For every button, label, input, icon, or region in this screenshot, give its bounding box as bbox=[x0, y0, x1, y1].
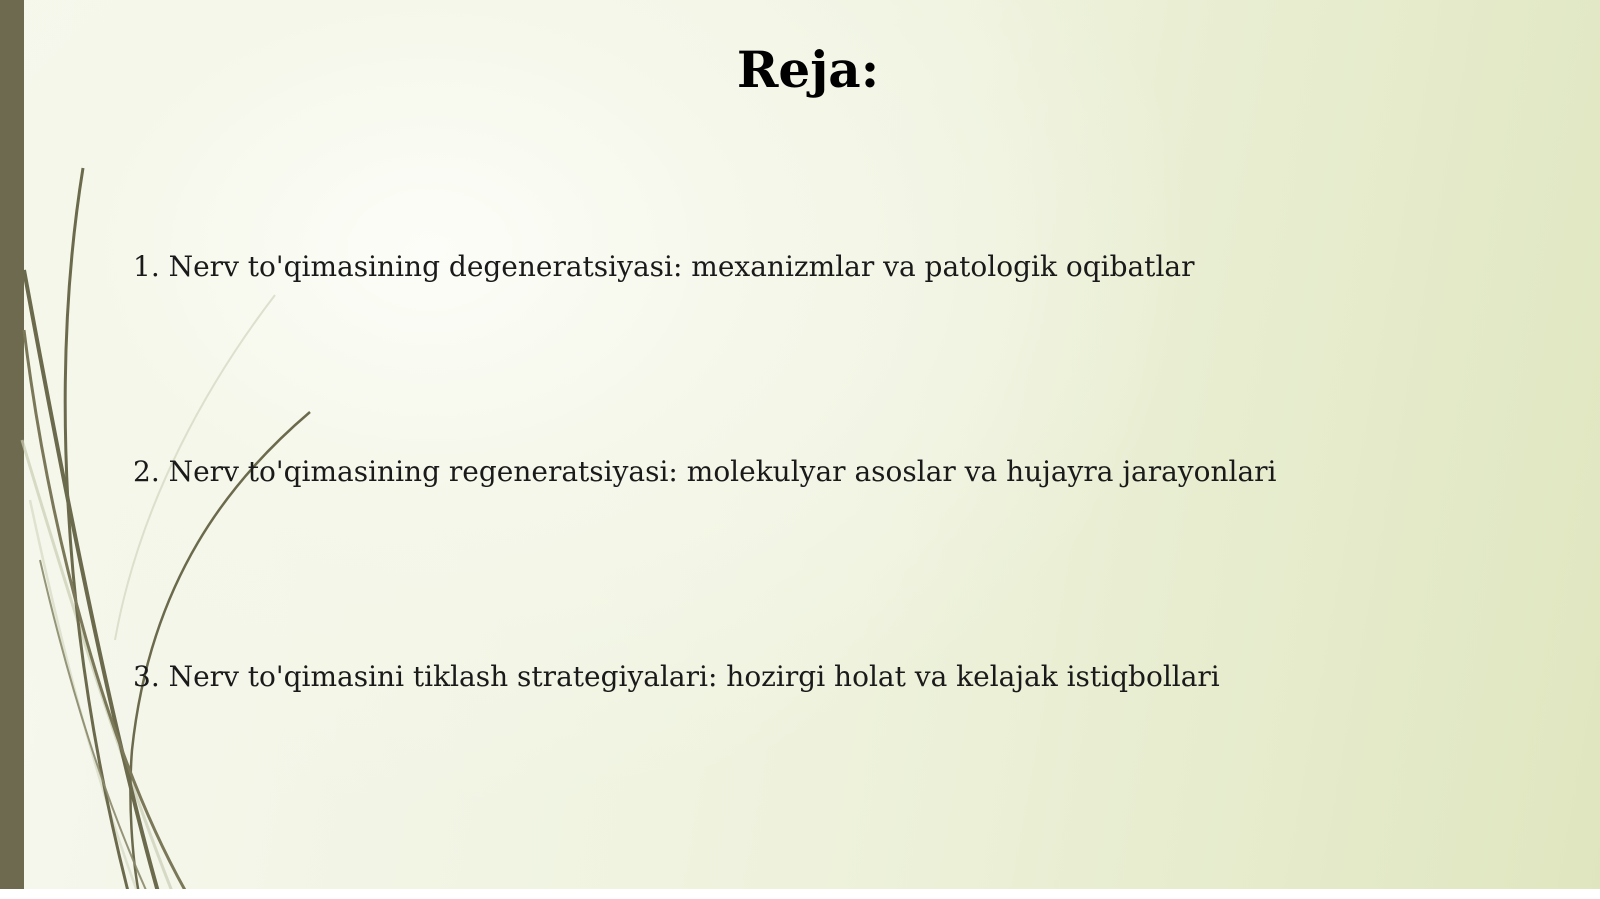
slide-title: Reja: bbox=[736, 40, 880, 99]
grass-decoration-icon bbox=[0, 0, 340, 899]
plan-item-1: 1. Nerv to'qimasining degeneratsiyasi: mexanizmlar va patologik oqibatlar bbox=[133, 250, 1195, 283]
bottom-edge bbox=[0, 889, 1600, 899]
plan-item-3: 3. Nerv to'qimasini tiklash strategiyalari: hozirgi holat va kelajak istiqbollari bbox=[133, 660, 1220, 693]
plan-item-2: 2. Nerv to'qimasining regeneratsiyasi: molekulyar asoslar va hujayra jarayonlari bbox=[133, 455, 1277, 488]
